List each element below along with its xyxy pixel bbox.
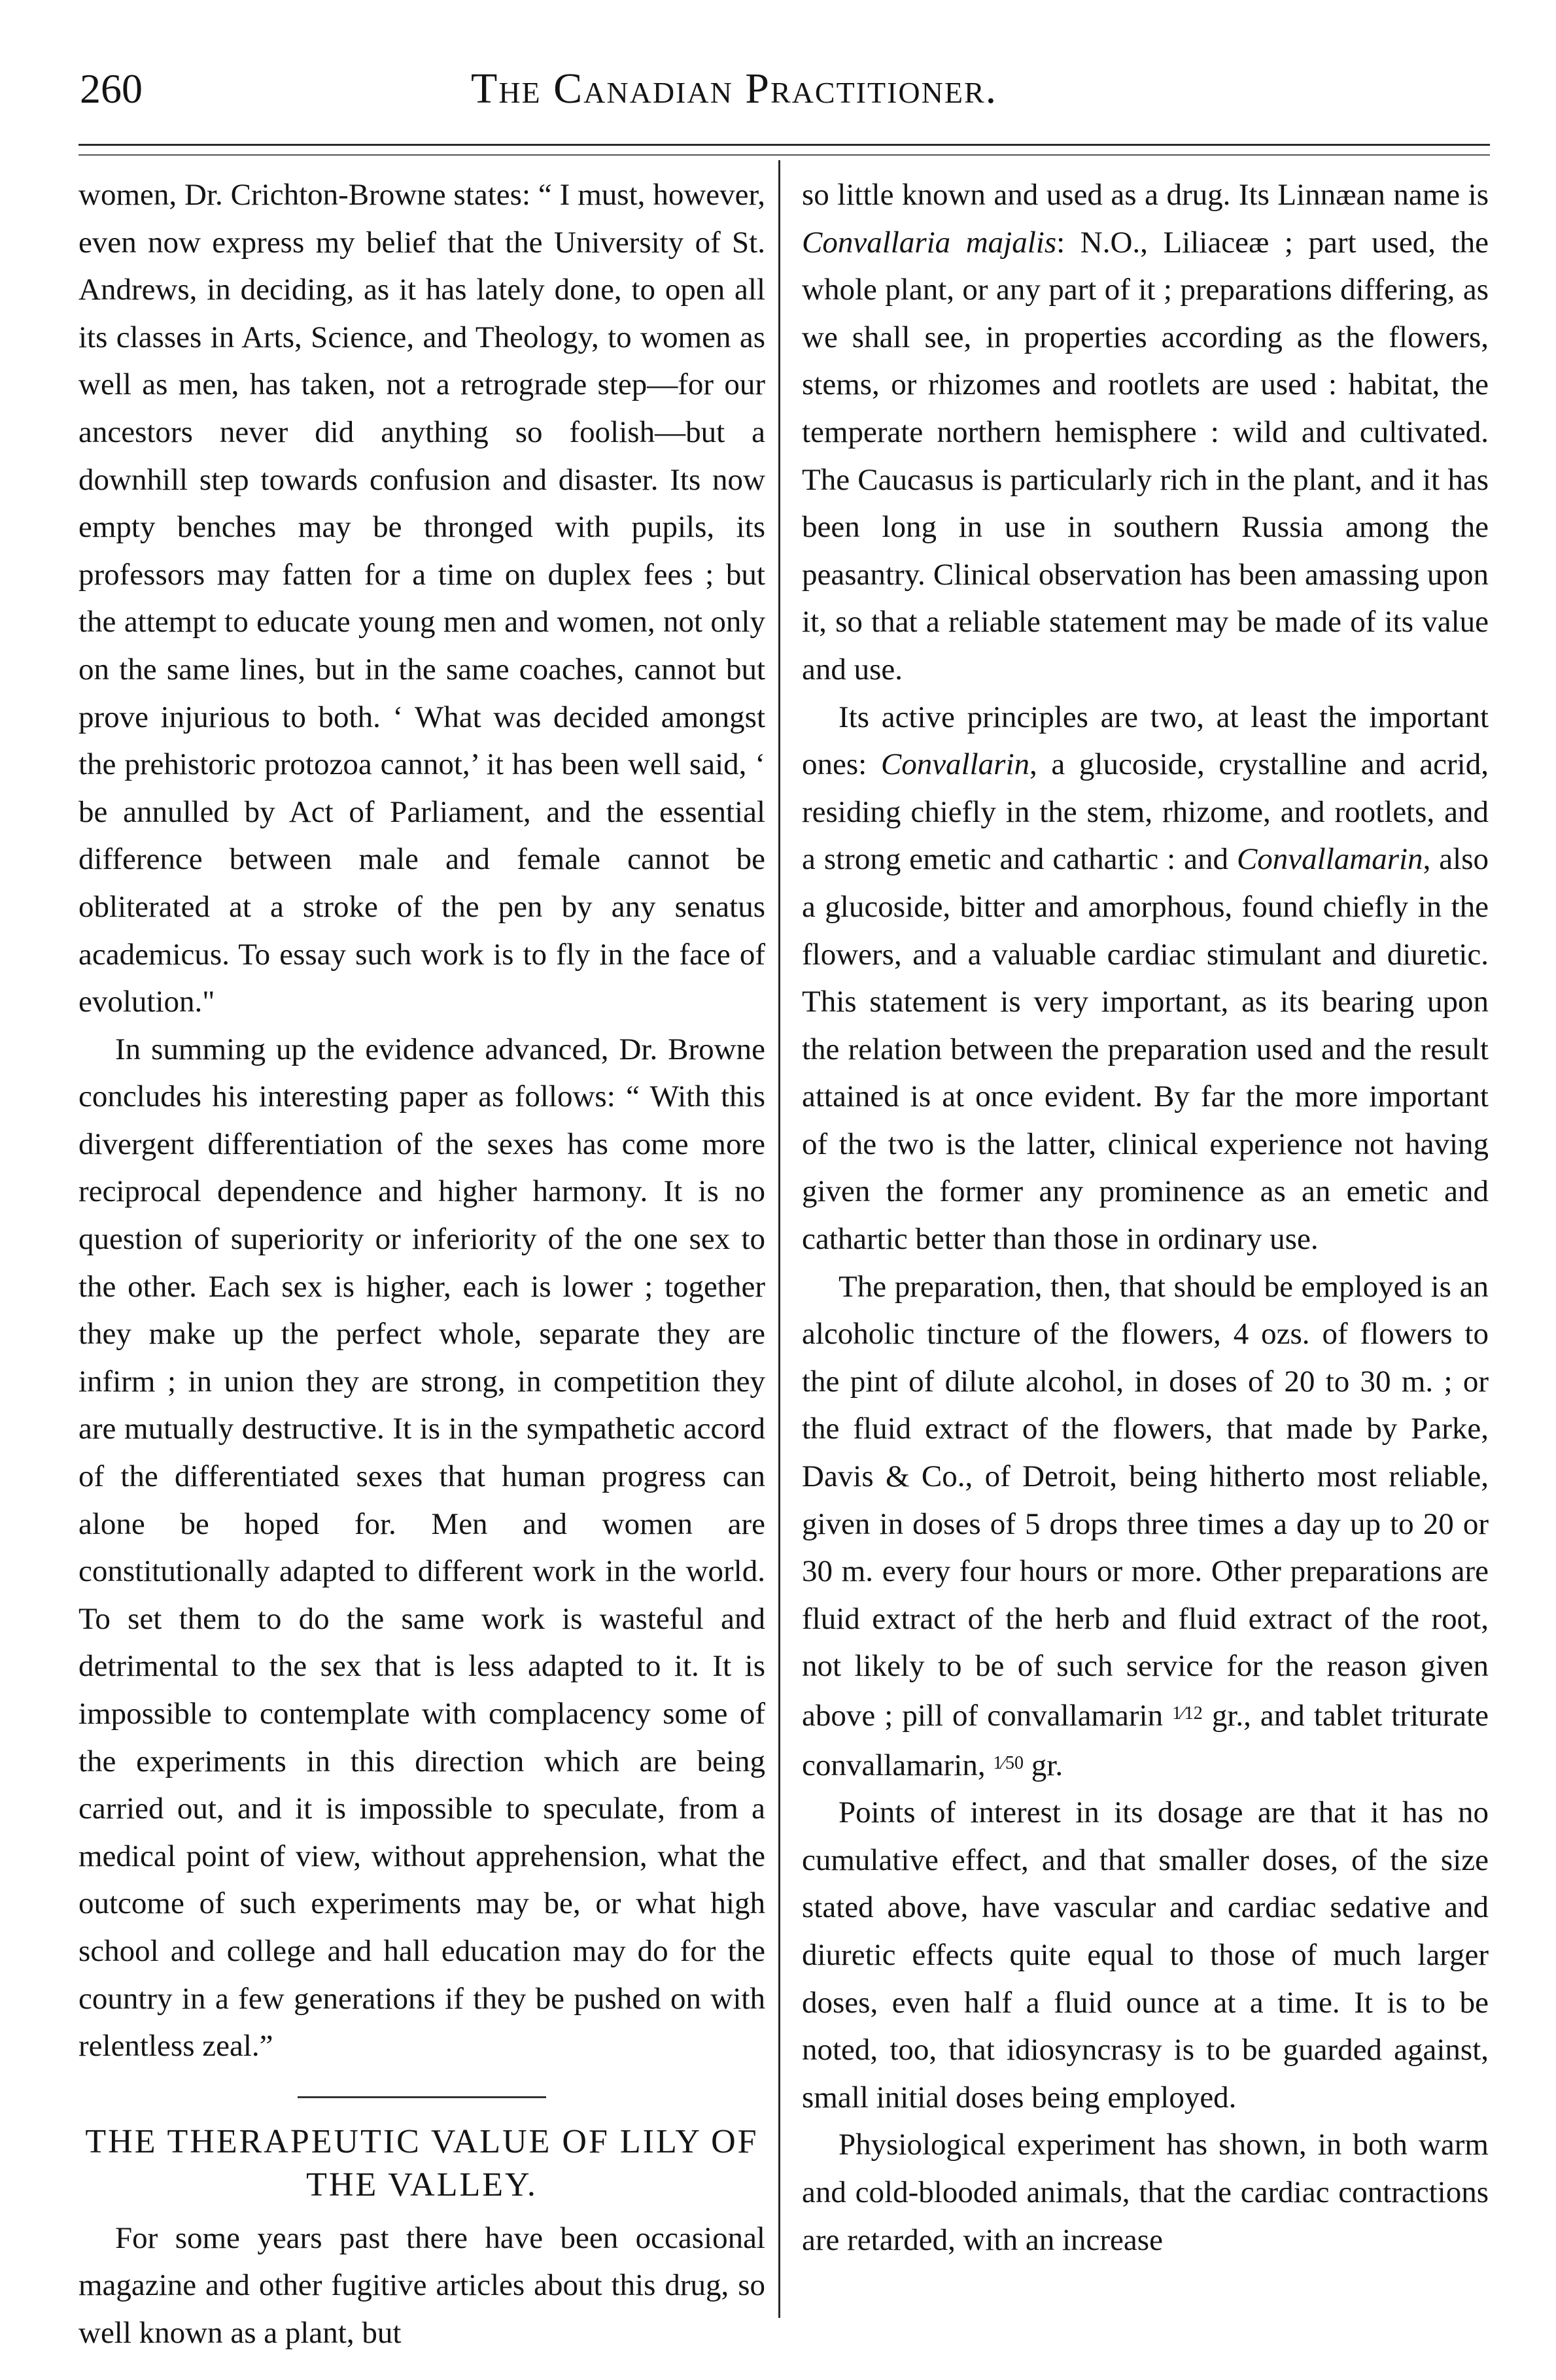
principle-convallamarin: Convallamarin xyxy=(1236,842,1423,877)
paragraph-physiological-experiment: Physiological experiment has shown, in both warm and cold-blooded animals, that the cardiac contractions are retarded, with an increase xyxy=(802,2128,1489,2257)
paragraph-preparation xyxy=(802,1263,1489,1790)
paragraph-active-principles xyxy=(802,694,1489,1263)
header-rule-top xyxy=(78,144,1490,146)
right-column xyxy=(802,171,1489,2264)
page-number: 260 xyxy=(80,65,143,112)
text-run: so little known and used as a drug. Its Linnæan name is xyxy=(802,178,1489,212)
text-run: gr. xyxy=(1024,1748,1063,1782)
left-column xyxy=(78,171,765,2357)
header-rule-bottom xyxy=(78,154,1490,156)
fraction-one-fiftieth: 1⁄50 xyxy=(993,1752,1024,1773)
column-divider xyxy=(778,160,780,2318)
paragraph-summing-up: In summing up the evidence advanced, Dr. Browne concludes his interesting paper as follows: “ With this divergent differentiation of the sexes has come more reciprocal dependence and higher harmony. It is no question of superiority or inferiority of the one sex to the other. Each sex is higher, each is lower ; together they make up the perfect whole, separate they are infirm ; in union they are strong, in competition they are mutually destructive. It is in the sympathetic accord of the differentiated sexes that human progress can alone be hoped for. Men and women are constitutionally adapted to different work in the world. To set them to do the same work is wasteful and detrimental to the sex that is less adapted to it. It is impossible to contemplate with complacency some of the experiments in this direction which are being carried out, and it is impossible to speculate, from a medical point of view, without apprehension, what the outcome of such experiments may be, or what high school and college and hall education may do for the country in a few generations if they be pushed on with relentless zeal.” xyxy=(78,1032,765,2064)
text-run: The preparation, then, that should be employed is an alcoholic tincture of the flowers, 4 ozs. of flowers to the pint of dilute alcohol, in doses of 20 to 30 m. ; or the fluid extract of the flowers, that made by Parke, Davis & Co., of Detroit, being hitherto most reliable, given in doses of 5 drops three times a day up to 20 or 30 m. every four hours or more. Other preparations are fluid extract of the herb and fluid extract of the root, not likely to be of such service for the reason given above ; pill of convallamarin xyxy=(802,1269,1489,1733)
paragraph-article-intro: For some years past there have been occasional magazine and other fugitive articles about this drug, so well known as a plant, but xyxy=(78,2220,765,2350)
text-run: , also a glucoside, bitter and amorphous, found chiefly in the flowers, and a valuable cardiac stimulant and diuretic. This statement is very important, as its bearing upon the relation between the preparation used and the result attained is at once evident. By far the more important of the two is the latter, clinical experience not having given the former any prominence as an emetic and cathartic better than those in ordinary use. xyxy=(802,842,1489,1257)
paragraph-linnaean-name xyxy=(802,171,1489,694)
principle-convallarin: Convallarin xyxy=(880,747,1030,782)
paragraph-crichton-browne-quote: women, Dr. Crichton-Browne states: “ I must, however, even now express my belief that the University of St. Andrews, in deciding, as it has lately done, to open all its classes in Arts, Science, and Theology, to women as well as men, has taken, not a retrograde step—for our ancestors never did anything so foolish—but a downhill step towards confusion and disaster. Its now empty benches may be thronged with pupils, its professors may fatten for a time on duplex fees ; but the attempt to educate young men and women, not only on the same lines, but in the same coaches, cannot but prove injurious to both. ‘ What was decided amongst the prehistoric protozoa cannot,’ it has been well said, ‘ be annulled by Act of Parliament, and the essential difference between male and female cannot be obliterated at a stroke of the pen by any senatus academicus. To essay such work is to fly in the face of evolution." xyxy=(78,178,765,1019)
text-run: , a glucoside, crystalline and acrid, residing chiefly in the stem, rhizome, and rootlets, and a strong emetic and cathartic : and xyxy=(802,747,1489,877)
paragraph-dosage: Points of interest in its dosage are that it has no cumulative effect, and that smaller doses, of the size stated above, have vascular and cardiac sedative and diuretic effects quite equal to those of much larger doses, even half a fluid ounce at a time. It is to be noted, too, that idiosyncrasy is to be guarded against, small initial doses being employed. xyxy=(802,1795,1489,2115)
text-run: Its active principles are two, at least the important ones: xyxy=(802,700,1489,782)
article-heading: THE THERAPEUTIC VALUE OF LILY OF THE VALLEY. xyxy=(85,2122,759,2203)
text-run: : N.O., Liliaceæ ; part used, the whole plant, or any part of it ; preparations differing, as we shall see, in properties according as the flowers, stems, or rhizomes and rootlets are used : habitat, the temperate northern hemisphere : wild and cultivated. The Caucasus is particularly rich in the plant, and it has been long in use in southern Russia among the peasantry. Clinical observation has been amassing upon it, so that a reliable statement may be made of its value and use. xyxy=(802,225,1489,687)
section-separator xyxy=(298,2096,546,2098)
text-run: gr., and tablet triturate convallamarin, xyxy=(802,1699,1489,1782)
latin-name: Convallaria majalis xyxy=(802,225,1057,260)
journal-title: The Canadian Practitioner. xyxy=(471,65,998,112)
fraction-one-twelfth: 1⁄12 xyxy=(1172,1703,1203,1724)
